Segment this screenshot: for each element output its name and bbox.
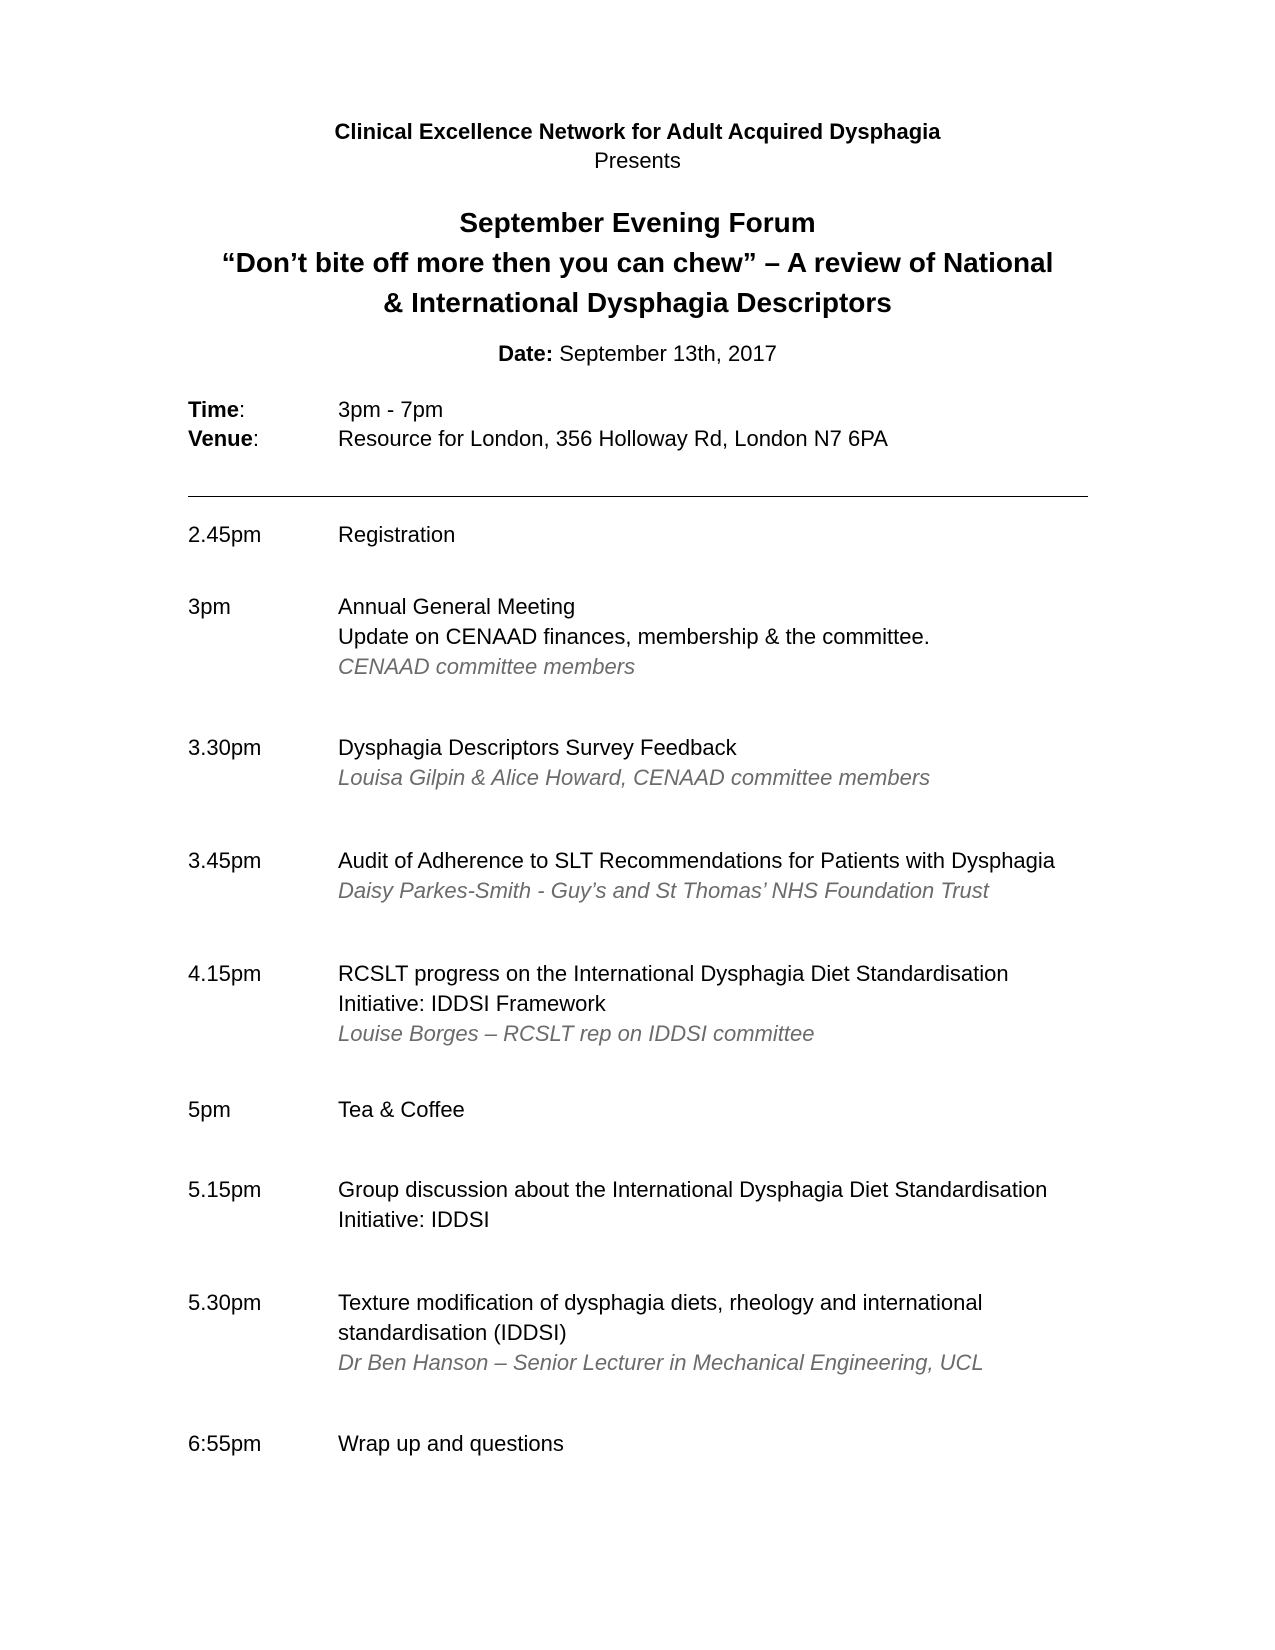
agenda-title: Initiative: IDDSI	[338, 1207, 490, 1232]
agenda-title: Audit of Adherence to SLT Recommendations for Patients with Dysphagia	[338, 848, 1056, 873]
agenda-time: 6:55pm	[188, 1431, 262, 1456]
agenda-time: 5.30pm	[188, 1290, 262, 1315]
title-line-3: & International Dysphagia Descriptors	[383, 287, 892, 318]
date-value: September 13th, 2017	[559, 341, 777, 366]
event-title	[0, 203, 1275, 323]
agenda-speaker: Louisa Gilpin & Alice Howard, CENAAD committee members	[338, 765, 931, 790]
event-date	[0, 340, 1275, 368]
agenda-time: 5pm	[188, 1097, 231, 1122]
agenda-time: 5.15pm	[188, 1177, 262, 1202]
agenda-speaker: Daisy Parkes-Smith - Guy’s and St Thomas’ NHS Foundation Trust	[338, 878, 989, 903]
agenda-speaker: CENAAD committee members	[338, 654, 636, 679]
time-row	[188, 396, 444, 424]
agenda-title: Annual General Meeting	[338, 594, 576, 619]
agenda-title: Dysphagia Descriptors Survey Feedback	[338, 735, 737, 760]
title-line-1: September Evening Forum	[459, 207, 816, 238]
presents-label: Presents	[594, 148, 681, 173]
title-line-2: “Don’t bite off more then you can chew” – A review of National	[221, 247, 1054, 278]
agenda-time: 3pm	[188, 594, 231, 619]
date-label: Date:	[498, 341, 554, 366]
agenda-speaker: Louise Borges – RCSLT rep on IDDSI committee	[338, 1021, 815, 1046]
agenda-title: Initiative: IDDSI Framework	[338, 991, 606, 1016]
venue-colon: :	[252, 426, 259, 451]
venue-row	[188, 425, 888, 453]
divider-line	[188, 496, 1088, 497]
time-value: 3pm - 7pm	[338, 397, 444, 422]
agenda-title: Registration	[338, 522, 456, 547]
venue-value: Resource for London, 356 Holloway Rd, London N7 6PA	[338, 426, 888, 451]
time-colon: :	[238, 397, 246, 422]
agenda-title: standardisation (IDDSI)	[338, 1320, 567, 1345]
time-label: Time	[188, 397, 239, 422]
agenda-title: Texture modification of dysphagia diets, rheology and international	[338, 1290, 983, 1315]
agenda-time: 3.45pm	[188, 848, 262, 873]
agenda-title: Group discussion about the International Dysphagia Diet Standardisation	[338, 1177, 1048, 1202]
agenda-title: Tea & Coffee	[338, 1097, 465, 1122]
agenda-title: Wrap up and questions	[338, 1431, 564, 1456]
agenda-time: 2.45pm	[188, 522, 262, 547]
agenda-title: Update on CENAAD finances, membership & the committee.	[338, 624, 930, 649]
agenda-time: 3.30pm	[188, 735, 262, 760]
agenda-speaker: Dr Ben Hanson – Senior Lecturer in Mechanical Engineering, UCL	[338, 1350, 984, 1375]
venue-label: Venue	[188, 426, 253, 451]
organization-name: Clinical Excellence Network for Adult Acquired Dysphagia	[334, 119, 941, 144]
agenda-title: RCSLT progress on the International Dysphagia Diet Standardisation	[338, 961, 1009, 986]
agenda-time: 4.15pm	[188, 961, 262, 986]
